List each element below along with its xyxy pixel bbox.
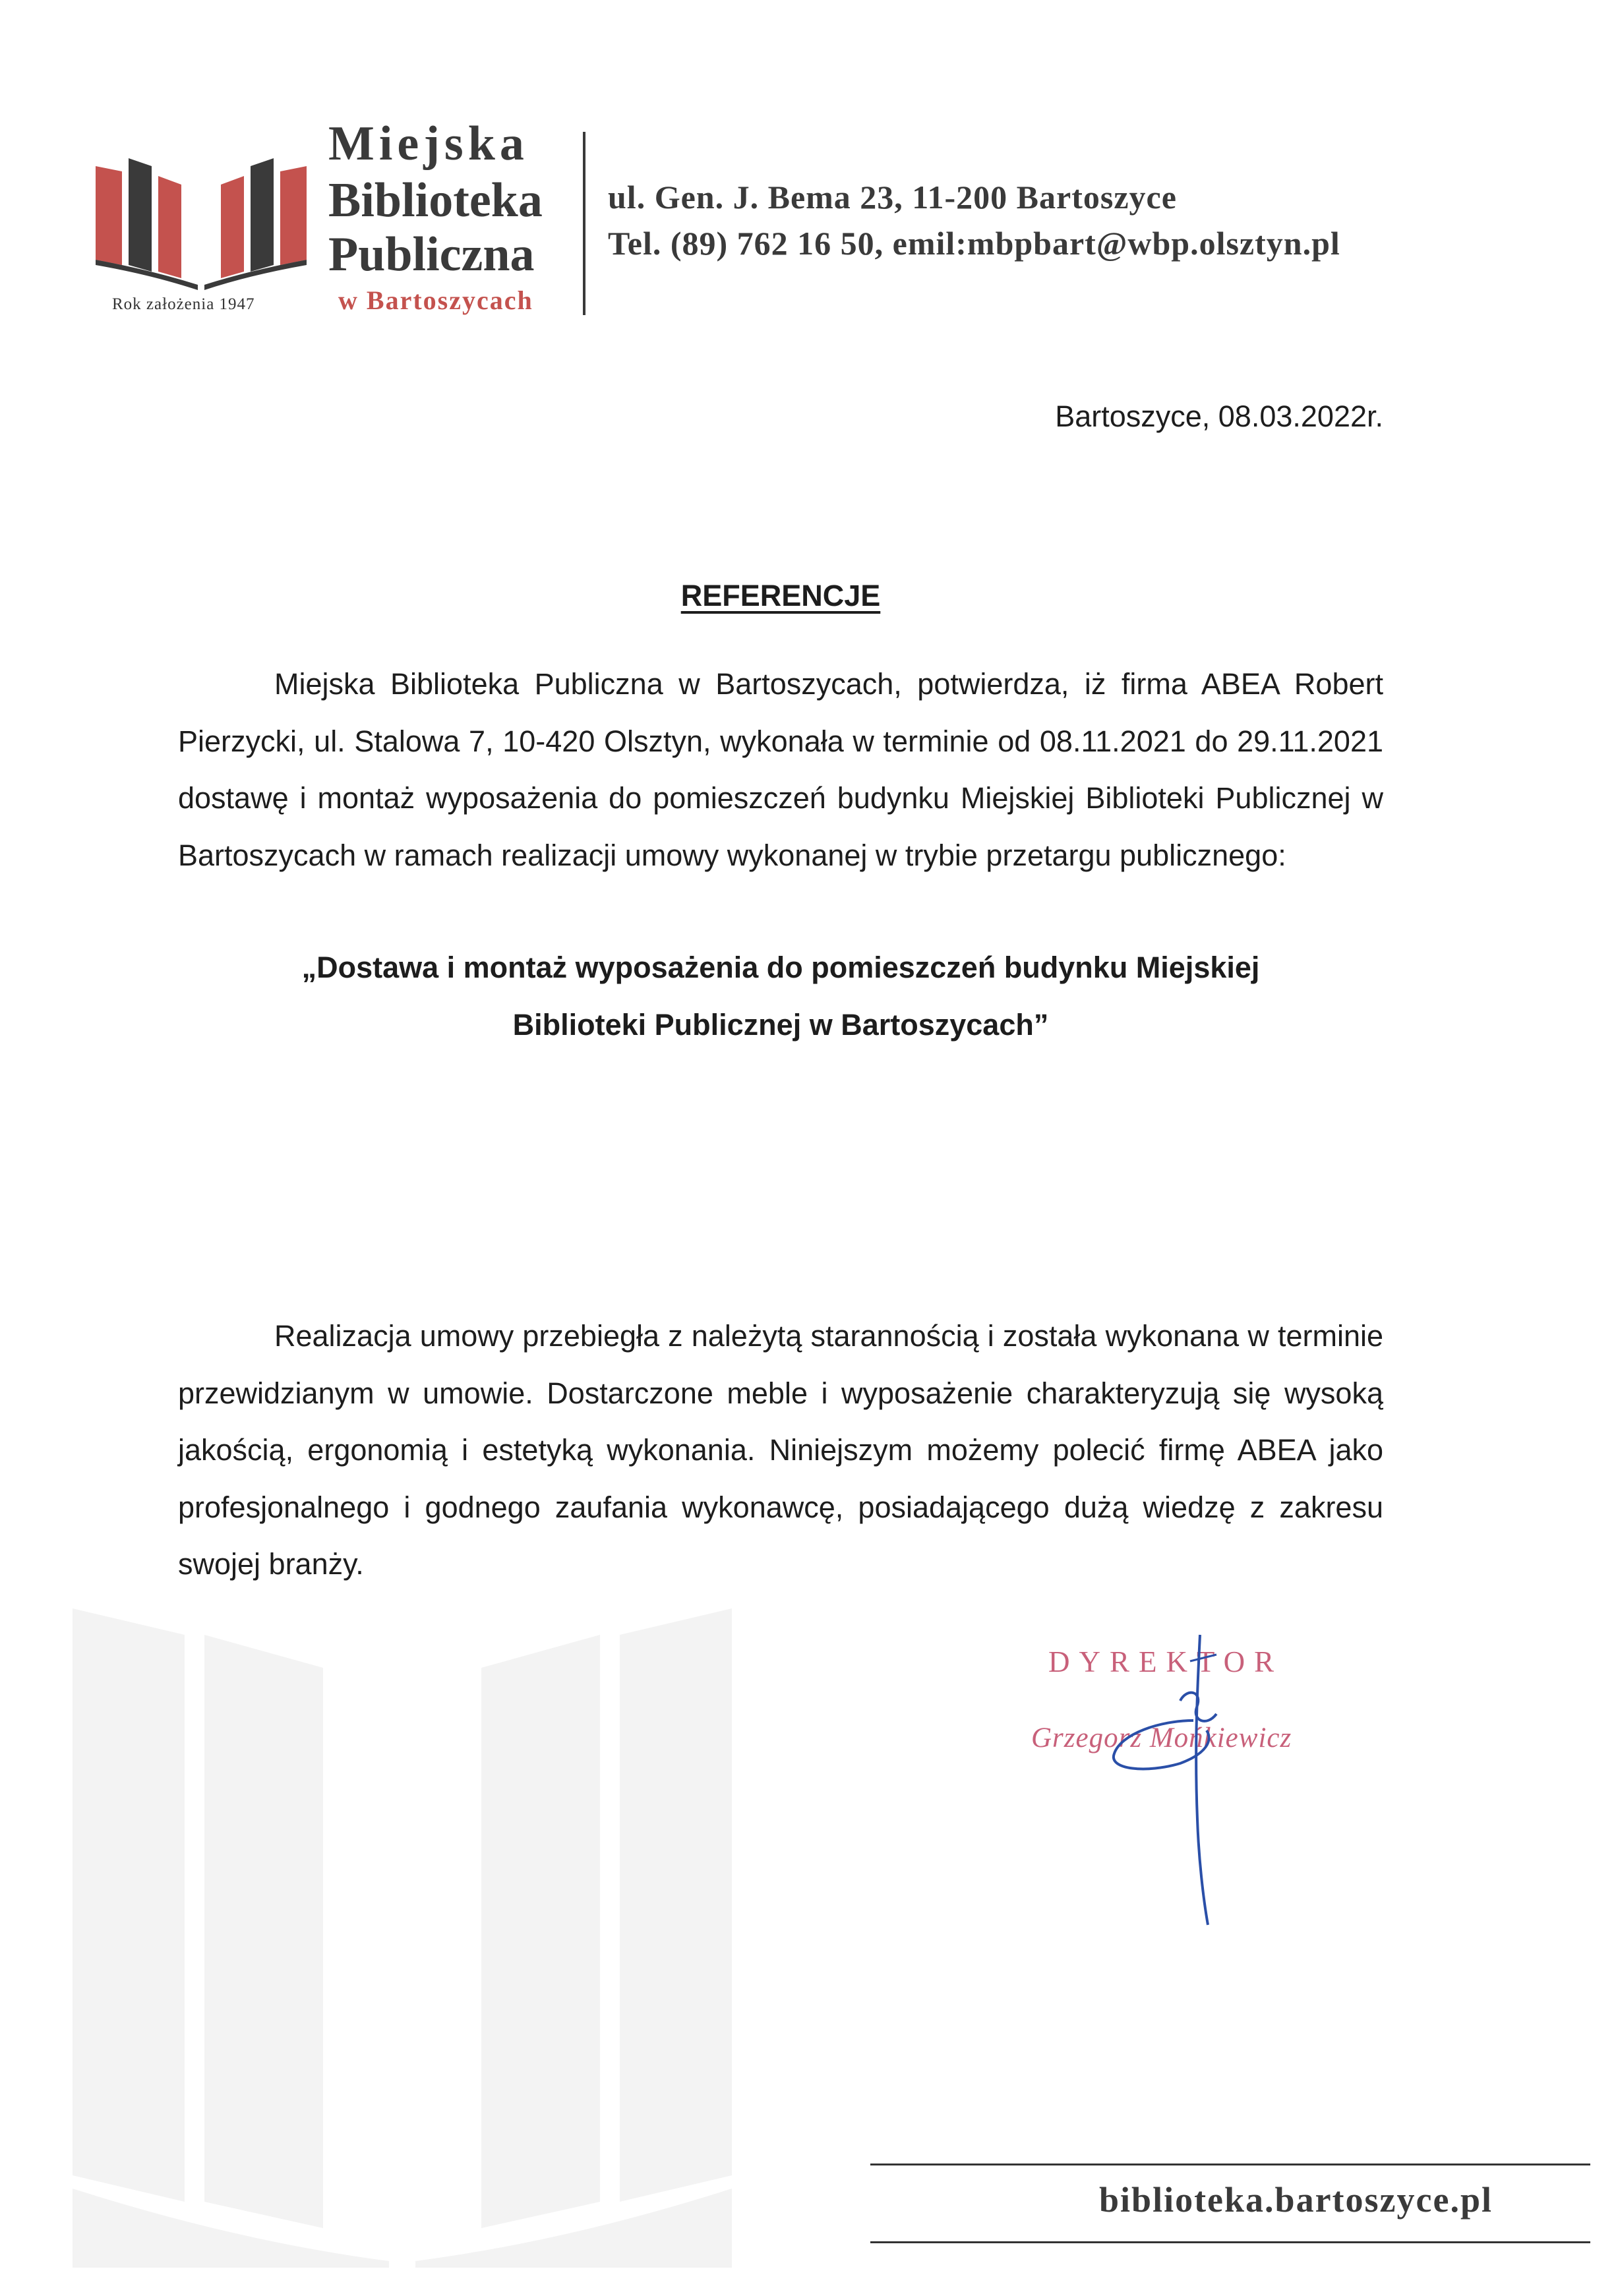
contract-title-line1: „Dostawa i montaż wyposażenia do pomieszczeń budynku Miejskiej: [301, 951, 1260, 984]
watermark-book-icon: [73, 1608, 732, 2268]
contract-title-line2: Biblioteki Publicznej w Bartoszycach”: [512, 1007, 1049, 1042]
founded-year: Rok założenia 1947: [112, 295, 255, 313]
contract-title: [178, 939, 1383, 1053]
letterhead-contact: Tel. (89) 762 16 50, emil:mbpbart@wbp.olsztyn.pl: [608, 225, 1340, 262]
library-name-line2: Biblioteka: [328, 173, 543, 227]
letter-title: REFERENCJE: [680, 579, 881, 612]
letter-paragraph-1: Miejska Biblioteka Publiczna w Bartoszycach, potwierdza, iż firma ABEA Robert Pierzycki, ul. Stalowa 7, 10-420 Olsztyn, wykonała w terminie od 08.11.2021 do 29.11.2021 dostawę i montaż wyposażenia do pomieszczeń budynku Miejskiej Biblioteki Publicznej w Bartoszycach w ramach realizacji umowy wykonanej w trybie przetargu publicznego:: [178, 667, 1383, 872]
letter-paragraph-2: Realizacja umowy przebiegła z należytą starannością i została wykonana w terminie przewidzianym w umowie. Dostarczone meble i wyposażenie charakteryzują się wysoką jakością, ergonomią i estetyką wykonania. Niniejszym możemy polecić firmę ABEA jako profesjonalnego i godnego zaufania wykonawcę, posiadającego dużą wiedzę z zakresu swojej branży.: [178, 1319, 1383, 1581]
letterhead-address: ul. Gen. J. Bema 23, 11-200 Bartoszyce: [608, 179, 1177, 216]
letterhead-divider: [583, 132, 585, 315]
library-name-city: w Bartoszycach: [338, 285, 533, 315]
library-name-line3: Publiczna: [328, 227, 535, 281]
footer-website: biblioteka.bartoszyce.pl: [1099, 2180, 1493, 2220]
letter-date: Bartoszyce, 08.03.2022r.: [1055, 399, 1383, 433]
footer-rule-bottom: [870, 2241, 1590, 2243]
stamp-name: Grzegorz Mońkiewicz: [1031, 1722, 1292, 1753]
library-name-line1: Miejska: [328, 117, 529, 171]
handwritten-signature: [1081, 1622, 1253, 1931]
footer-rule-top: [870, 2164, 1590, 2165]
stamp-title: DYREKTOR: [1048, 1645, 1284, 1678]
open-book-logo-icon: [92, 140, 310, 291]
